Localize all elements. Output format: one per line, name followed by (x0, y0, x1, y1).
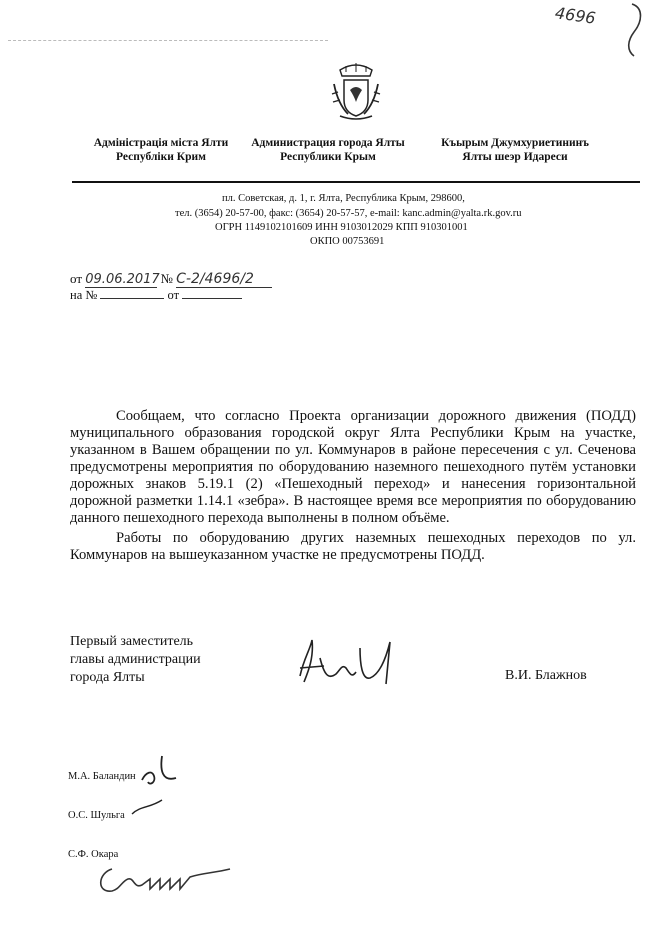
signatory-title-line2: главы администрации (70, 652, 201, 667)
header-divider (72, 181, 640, 183)
signatory-name: В.И. Блажнов (505, 668, 587, 683)
body-paragraph-1: Сообщаем, что согласно Проекта организации дорожного движения (ПОДД) муниципального образования городской округ Ялта Республики Крым на участке, указанном в Вашем обращении по ул. Коммунаров в районе пересечения с ул. Сеченова предусмотрены мероприятия по оборудованию наземного пешеходного путём установки дорожных знаков 5.19.1 (2) «Пешеходный переход» и нанесения горизонтальной дорожной разметки 1.14.1 «зебра». В настоящее время все мероприятия по оборудованию данного пешеходного перехода выполнены в полном объёме. (70, 408, 636, 526)
body-paragraph-2: Работы по оборудованию других наземных пешеходных переходов по ул. Коммунаров на вышеуказанном участке не предусмотрены ПОДД. (70, 530, 636, 563)
executor-1: М.А. Баландин (68, 771, 136, 782)
reference-number-sign: № (160, 271, 173, 286)
reference-date: 09.06.2017 (85, 272, 160, 287)
reference-number: С-2/4696/2 (176, 271, 272, 288)
executor-2-initials-icon (128, 796, 168, 826)
reference-to-blank2 (182, 298, 242, 299)
signatory-title-line3: города Ялты (70, 670, 145, 685)
header-crh-line2: Ялты шеэр Идареси (462, 151, 568, 163)
header-ua-line1: Адміністрація міста Ялти (93, 137, 229, 149)
reference-to-prefix: на № (70, 288, 98, 302)
header-crh-line1: Къырым Джумхуриетининъ (441, 137, 589, 149)
signatory-title-line1: Первый заместитель (70, 634, 194, 649)
executor-3-signature-icon (90, 855, 240, 905)
header-ua-line2: Республіки Крим (116, 151, 206, 163)
reference-to-mid: от (167, 288, 180, 302)
signature-icon (290, 628, 400, 694)
top-scan-line (8, 40, 328, 41)
executor-2: О.С. Шульга (68, 810, 125, 821)
reference-to-blank (100, 298, 164, 299)
reference-from-prefix: от (70, 271, 83, 286)
contact-okpo: ОКПО 00753691 (310, 236, 385, 247)
executor-3: С.Ф. Окара (68, 849, 119, 860)
contact-ids: ОГРН 1149102101609 ИНН 9103012029 КПП 910301001 (215, 222, 468, 233)
reference-from (70, 271, 272, 288)
header-crimean-tatar (430, 136, 600, 164)
coat-of-arms-icon (330, 60, 382, 122)
header-ru-line2: Республики Крым (280, 151, 376, 163)
archive-number: 4696 (553, 3, 597, 28)
header-ru-line1: Администрация города Ялты (251, 137, 405, 149)
contact-phones: тел. (3654) 20-57-00, факс: (3654) 20-57-57, e-mail: kanc.admin@yalta.rk.gov.ru (175, 208, 522, 219)
executor-1-initials-icon (136, 752, 186, 792)
header-russian (238, 136, 418, 164)
letter-body (70, 408, 636, 564)
reference-to (70, 288, 242, 303)
signatory-title (70, 633, 201, 687)
header-ukrainian (86, 136, 236, 164)
contact-address: пл. Советская, д. 1, г. Ялта, Республика Крым, 298600, (222, 193, 465, 204)
handwritten-mark-icon (614, 0, 648, 60)
